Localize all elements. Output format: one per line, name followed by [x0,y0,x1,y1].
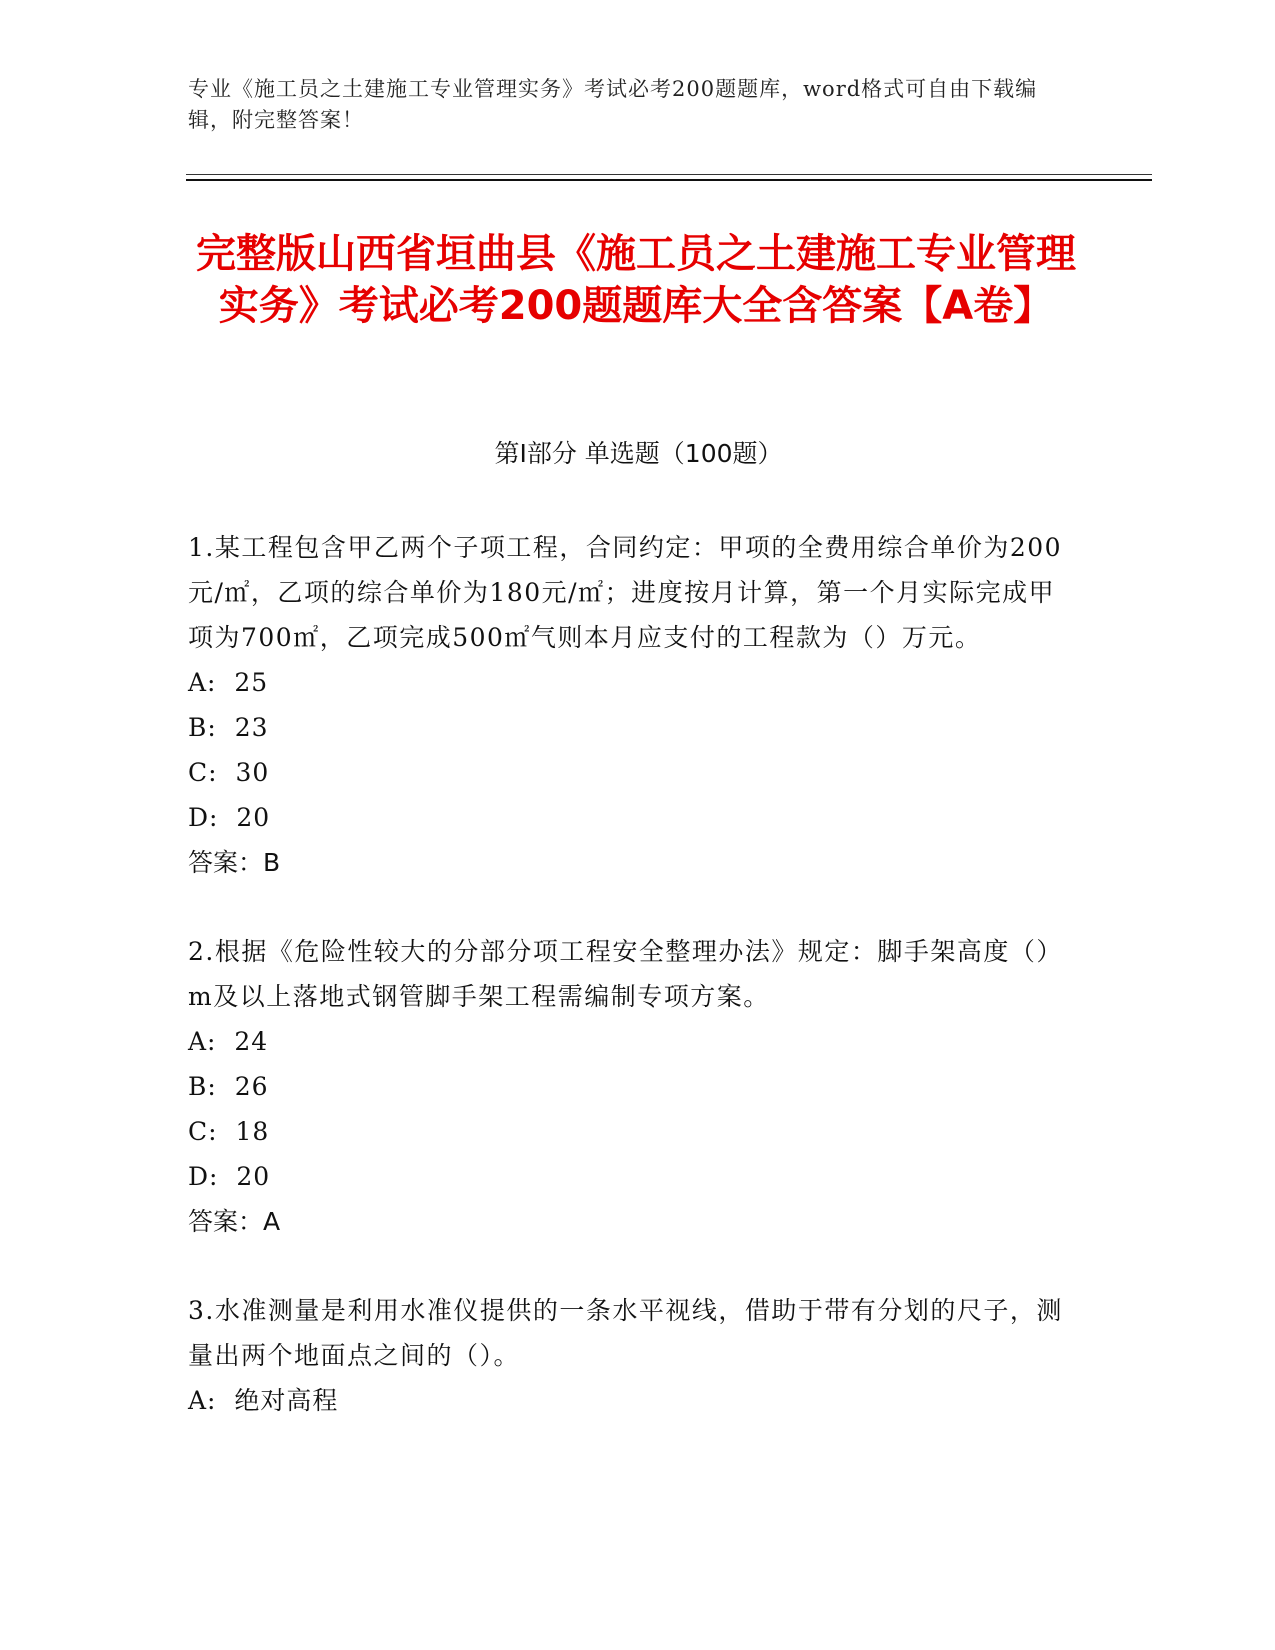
option-c: C: 18 [188,1117,270,1146]
answer-line: 答案：B [188,848,281,877]
option-d: D: 20 [188,1162,271,1191]
option-d: D: 20 [188,803,271,832]
option-c: C: 30 [188,758,270,787]
question-stem: 3.水准测量是利用水准仪提供的一条水平视线，借助于带有分划的尺子，测量出两个地面点之间的（）。 [188,1296,1063,1370]
option-a: A: 25 [188,668,269,697]
answer-line: 答案：A [188,1207,281,1236]
header-divider-thick [186,179,1152,181]
question-2 [188,929,1068,1244]
question-stem: 2.根据《危险性较大的分部分项工程安全整理办法》规定：脚手架高度（）m及以上落地式钢管脚手架工程需编制专项方案。 [188,937,1063,1011]
section-title: 第Ⅰ部分 单选题（100题） [494,439,783,468]
question-list [188,525,1068,1467]
question-1 [188,525,1068,885]
question-3 [188,1288,1068,1423]
header-divider-thin [186,174,1152,175]
header-note: 专业《施工员之土建施工专业管理实务》考试必考200题题库，word格式可自由下载编辑，附完整答案！ [188,77,1038,132]
option-b: B: 26 [188,1072,269,1101]
question-stem: 1.某工程包含甲乙两个子项工程，合同约定：甲项的全费用综合单价为200元/㎡，乙项的综合单价为180元/㎡；进度按月计算，第一个月实际完成甲项为700㎡，乙项完成500㎡气则本月应支付的工程款为（）万元。 [188,533,1063,652]
document-title: 完整版山西省垣曲县《施工员之土建施工专业管理实务》考试必考200题题库大全含答案【A卷】 [196,231,1076,329]
option-a: A: 绝对高程 [188,1386,339,1415]
option-a: A: 24 [188,1027,269,1056]
option-b: B: 23 [188,713,269,742]
